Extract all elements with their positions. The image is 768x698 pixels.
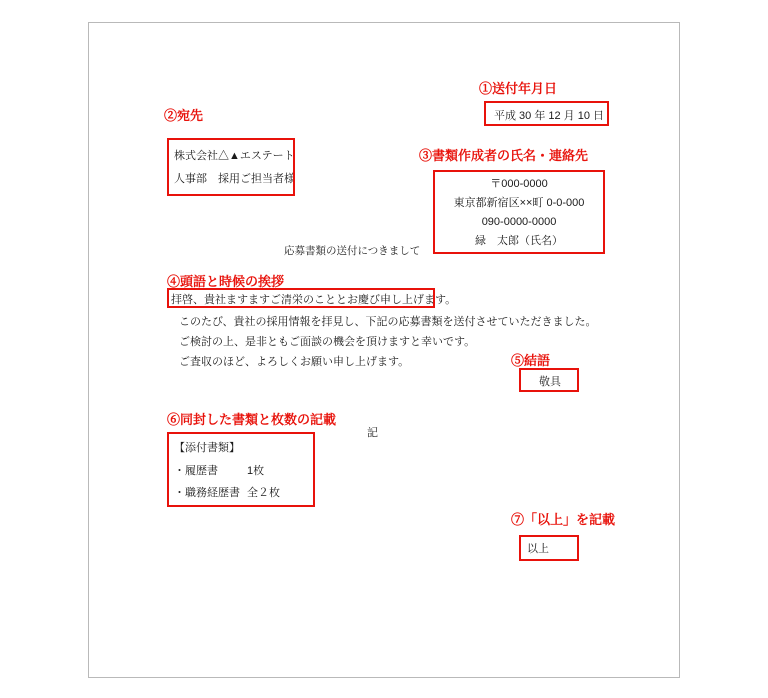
sender-phone: 090-0000-0000 bbox=[481, 216, 557, 228]
document-sheet bbox=[88, 22, 680, 678]
attachment-count-1: 1枚 bbox=[247, 465, 265, 477]
document-closing: 敬具 bbox=[539, 376, 561, 388]
annotation-label-5: ⑤結語 bbox=[511, 353, 551, 368]
document-subject: 応募書類の送付につきまして bbox=[284, 245, 421, 257]
annotation-label-3: ③書類作成者の氏名・連絡先 bbox=[419, 148, 589, 163]
sender-address: 東京都新宿区××町 0-0-000 bbox=[453, 197, 585, 209]
recipient-department: 人事部 採用ご担当者様 bbox=[174, 173, 295, 185]
body-line-3: ご査収のほど、よろしくお願い申し上げます。 bbox=[179, 356, 410, 368]
document-end-mark: 以上 bbox=[527, 543, 549, 555]
annotation-label-6: ⑥同封した書類と枚数の記載 bbox=[167, 412, 337, 427]
body-line-2: ご検討の上、是非ともご面談の機会を頂けますと幸いです。 bbox=[179, 336, 476, 348]
annotation-label-1: ①送付年月日 bbox=[479, 81, 558, 96]
sender-name: 緑 太郎（氏名） bbox=[475, 235, 563, 247]
annotation-label-4: ④頭語と時候の挨拶 bbox=[167, 274, 285, 289]
sender-postal: 〒000-0000 bbox=[490, 178, 548, 190]
annotation-label-7: ⑦「以上」を記載 bbox=[511, 512, 616, 527]
annotation-label-2: ②宛先 bbox=[164, 108, 204, 123]
document-ki: 記 bbox=[367, 427, 378, 439]
annotation-box-2 bbox=[167, 138, 295, 196]
document-date: 平成 30 年 12 月 10 日 bbox=[493, 110, 605, 122]
attachment-name-1: ・履歴書 bbox=[174, 465, 218, 477]
document-greeting: 拝啓、貴社ますますご清栄のこととお慶び申し上げます。 bbox=[171, 294, 457, 306]
attachments-heading: 【添付書類】 bbox=[174, 442, 240, 454]
attachment-name-2: ・職務経歴書 bbox=[174, 487, 240, 499]
attachment-count-2: 全２枚 bbox=[247, 487, 280, 499]
recipient-company: 株式会社△▲エステート bbox=[174, 150, 295, 162]
body-line-1: このたび、貴社の採用情報を拝見し、下記の応募書類を送付させていただきました。 bbox=[179, 316, 597, 328]
